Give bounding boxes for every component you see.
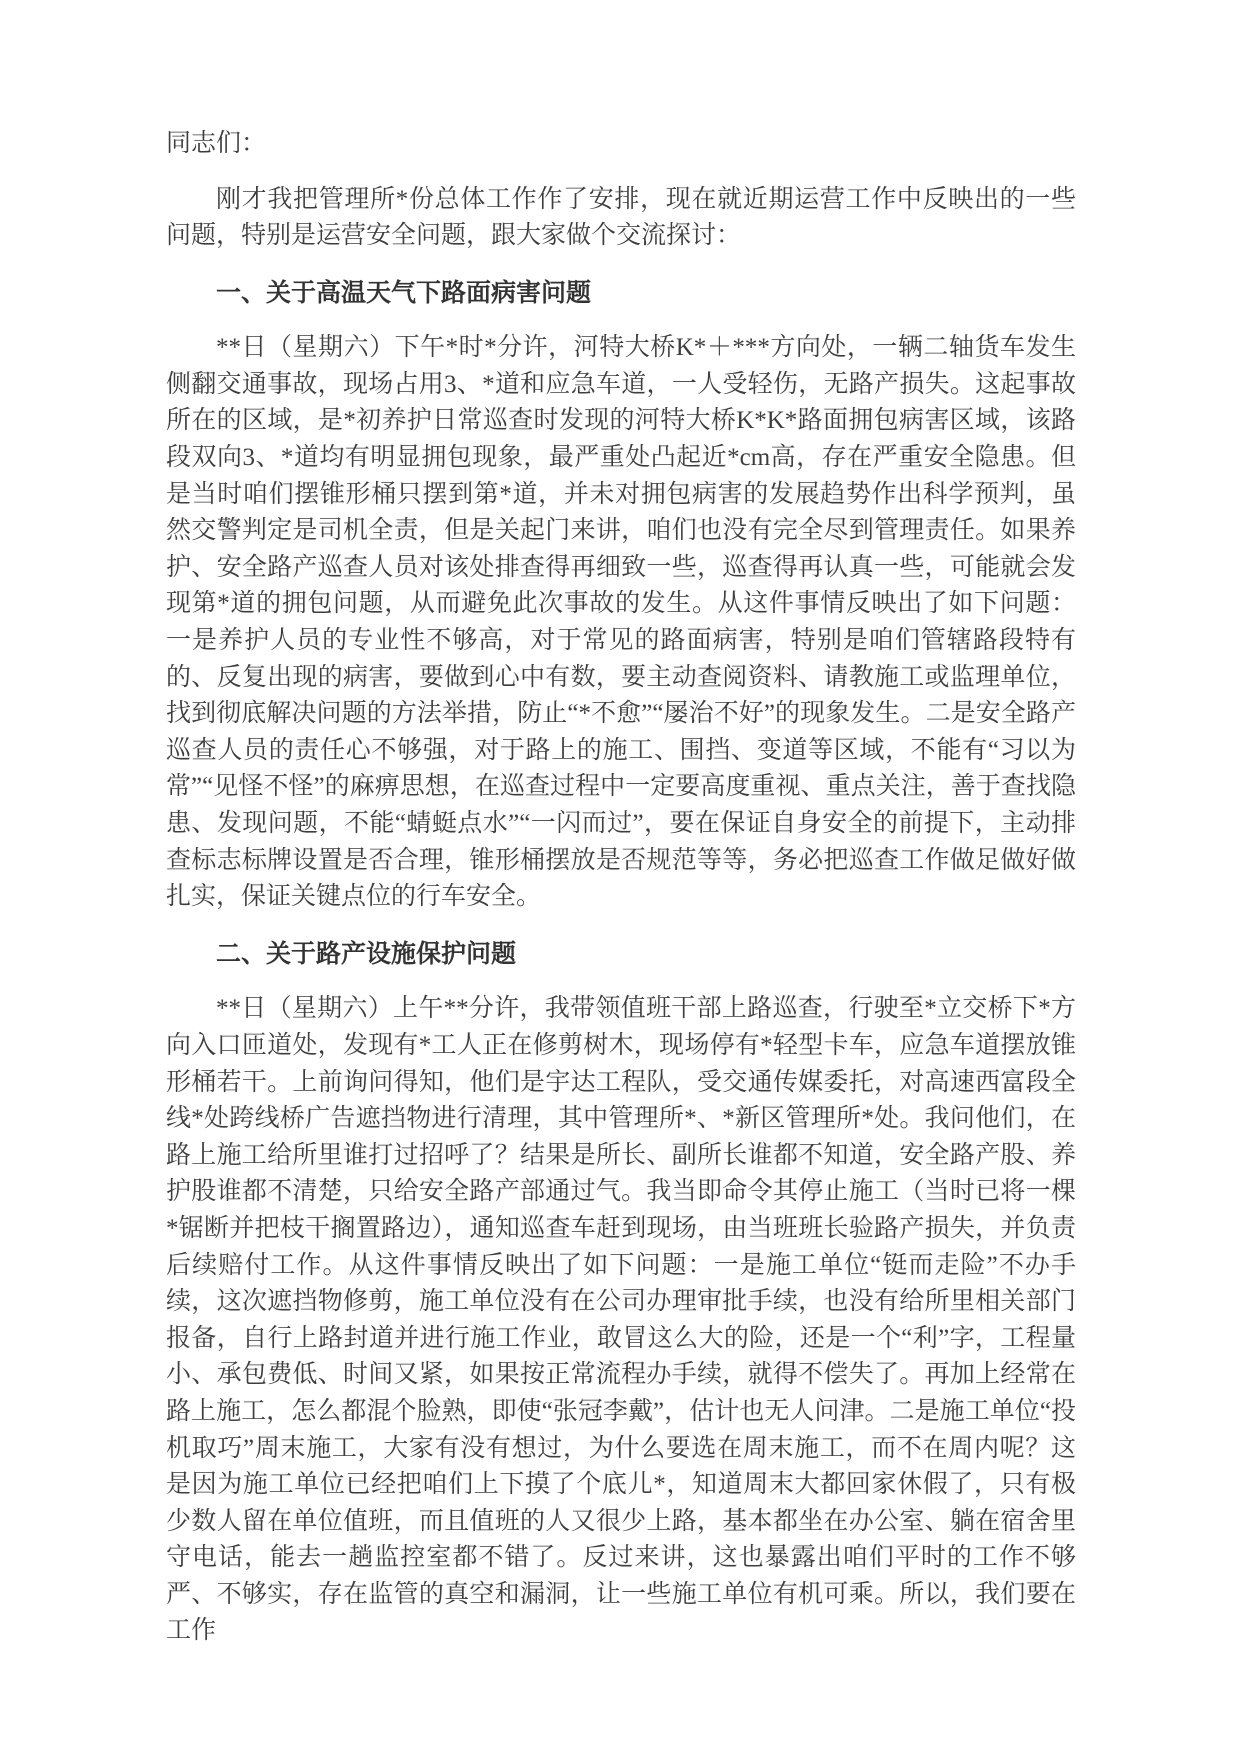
salutation: 同志们： [166,130,267,157]
section-2-heading: 二、关于路产设施保护问题 [216,939,517,968]
section-1-heading: 一、关于高温天气下路面病害问题 [216,278,592,307]
section-2-paragraph: **日（星期六）上午**分许，我带领值班干部上路巡查，行驶至*立交桥下*方向入口匝道处，发现有*工人正在修剪树木，现场停有*轻型卡车，应急车道摆放锥形桶若干。上前询问得知，他们是宇达工程队，受交通传媒委托，对高速西富段全线*处跨线桥广告遮挡物进行清理，其中管理所*、*新区管理所*处。我问他们，在路上施工给所里谁打过招呼了？结果是所长、副所长谁都不知道，安全路产股、养护股谁都不清楚，只给安全路产部通过气。我当即命令其停止施工（当时已将一棵*锯断并把枝干搁置路边），通知巡查车赶到现场，由当班班长验路产损失，并负责后续赔付工作。从这件事情反映出了如下问题：一是施工单位“铤而走险”不办手续，这次遮挡物修剪，施工单位没有在公司办理审批手续，也没有给所里相关部门报备，自行上路封道并进行施工作业，敢冒这么大的险，还是一个“利”字，工程量小、承包费低、时间又紧，如果按正常流程办手续，就得不偿失了。再加上经常在路上施工，怎么都混个脸熟，即使“张冠李戴”，估计也无人问津。二是施工单位“投机取巧”周末施工，大家有没有想过，为什么要选在周末施工，而不在周内呢？这是因为施工单位已经把咱们上下摸了个底儿*，知道周末大都回家休假了，只有极少数人留在单位值班，而且值班的人又很少上路，基本都坐在办公室、躺在宿舍里守电话，能去一趟监控室都不错了。反过来讲，这也暴露出咱们平时的工作不够严、不够实，存在监管的真空和漏洞，让一些施工单位有机可乘。所以，我们要在工作 [166,995,1076,1645]
section-1-paragraph: **日（星期六）下午*时*分许，河特大桥K*＋***方向处，一辆二轴货车发生侧翻交通事故，现场占用3、*道和应急车道，一人受轻伤，无路产损失。这起事故所在的区域，是*初养护日常巡查时发现的河特大桥K*K*路面拥包病害区域，该路段双向3、*道均有明显拥包现象，最严重处凸起近*cm高，存在严重安全隐患。但是当时咱们摆锥形桶只摆到第*道，并未对拥包病害的发展趋势作出科学预判，虽然交警判定是司机全责，但是关起门来讲，咱们也没有完全尽到管理责任。如果养护、安全路产巡查人员对该处排查得再细致一些，巡查得再认真一些，可能就会发现第*道的拥包问题，从而避免此次事故的发生。从这件事情反映出了如下问题：一是养护人员的专业性不够高，对于常见的路面病害，特别是咱们管辖路段特有的、反复出现的病害，要做到心中有数，要主动查阅资料、请教施工或监理单位，找到彻底解决问题的方法举措，防止“*不愈”“屡治不好”的现象发生。二是安全路产巡查人员的责任心不够强，对于路上的施工、围挡、变道等区域，不能有“习以为常”“见怪不怪”的麻痹思想，在巡查过程中一定要高度重视、重点关注，善于查找隐患、发现问题，不能“蜻蜓点水”“一闪而过”，要在保证自身安全的前提下，主动排查标志标牌设置是否合理，锥形桶摆放是否规范等等，务必把巡查工作做足做好做扎实，保证关键点位的行车安全。 [166,334,1076,911]
intro-paragraph: 刚才我把管理所*份总体工作作了安排，现在就近期运营工作中反映出的一些问题，特别是运营安全问题，跟大家做个交流探讨： [166,185,1076,250]
